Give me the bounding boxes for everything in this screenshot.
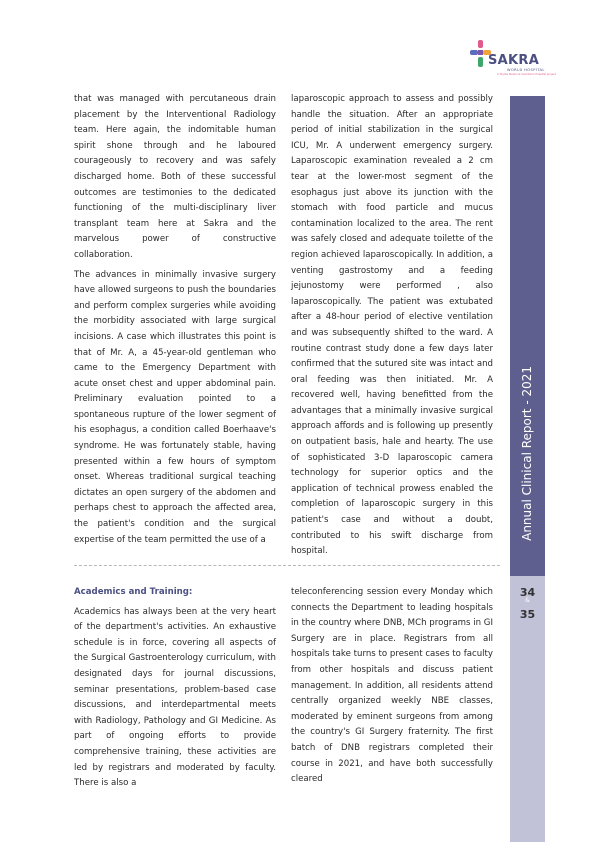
page-number-left: 34	[519, 586, 536, 599]
section-divider	[74, 565, 500, 566]
top-right-column	[291, 92, 493, 564]
section-heading: Academics and Training:	[74, 587, 193, 597]
page-number-right: 35	[519, 608, 536, 621]
paragraph: laparoscopic approach to assess and possibly handle the situation. After an appropriate period of initial stabilization in the surgical ICU, Mr. A underwent emergency surgery. Laparoscopic examination revealed a 2 cm tear at the lower-most segment of the esophagus just above its junction with the stomach with food particle and mucus contamination localized to the area. The rent was safely closed and adequate toilette of the region achieved laparoscopically. In addition, a venting gastrostomy and a feeding jejunostomy were performed , also laparoscopically. The patient was extubated after a 48-hour period of elective ventilation and was subsequently shifted to the ward. A routine contrast study done a few days later confirmed that the sutured site was intact and oral feeding was then initiated. Mr. A recovered well, having benefitted from the advantages that a minimally invasive surgical approach affords and is following up presently on outpatient basis, hale and hearty. The use of sophisticated 3-D laparoscopic camera technology for superior optics and the application of technical prowess enabled the completion of laparoscopic surgery in this patient's case and without a doubt, contributed to his swift discharge from hospital.	[291, 94, 493, 557]
brand-subtitle: WORLD HOSPITAL	[507, 68, 545, 72]
paragraph: Academics has always been at the very heart of the department's activities. An exhaustive schedule is in force, covering all aspects of the Surgical Gastroenterology curriculum, with designated days for journal discussions, seminar presentations, problem-based case discussions, and interdepartmental meets with Radiology, Pathology and GI Medicine. As part of ongoing efforts to provide comprehensive training, these activities are led by registrars and moderated by faculty. There is also a	[74, 606, 276, 789]
top-left-column	[74, 92, 276, 552]
brand-name: SAKRA	[488, 53, 540, 68]
sakra-logo	[470, 40, 570, 76]
bottom-right-column	[291, 585, 493, 792]
band-dark	[510, 96, 545, 576]
paragraph: The advances in minimally invasive surgery have allowed surgeons to push the boundaries and perform complex surgeries while avoiding the morbidity associated with large surgical incisions. A case which illustrates this point is that of Mr. A, a 45-year-old gentleman who came to the Emergency Department with acute onset chest and upper abdominal pain. Preliminary evaluation pointed to a spontaneous rupture of the lower segment of his esophagus, a condition called Boerhaave's syndrome. He was fortunately stable, having presented within a few hours of symptom onset. Whereas traditional surgical teaching dictates an open surgery of the abdomen and perhaps chest to approach the affected area, the patient's condition and the surgical expertise of the team permitted the use of a	[74, 269, 276, 545]
brand-tagline: A Toyota Tsusho & Sumitomo Hospital project	[497, 73, 556, 76]
side-band	[510, 96, 545, 842]
page-number-amp: &	[525, 597, 530, 604]
paragraph: teleconferencing session every Monday which connects the Department to leading hospitals in the country where DNB, MCh programs in GI Surgery are in place. Registrars from all hospitals take turns to present cases to faculty from other hospitals and discuss patient management. In addition, all residents attend centrally organized weekly NBE classes, moderated by eminent surgeons from among the country's GI Surgery fraternity. The first batch of DNB registrars completed their course in 2021, and have both successfully cleared	[291, 587, 493, 785]
paragraph: that was managed with percutaneous drain placement by the Interventional Radiology team. Here again, the indomitable human spirit shone through and he laboured courageously to recovery and was safely discharged home. Both of these successful outcomes are testimonies to the dedicated functioning of the multi-disciplinary liver transplant team here at Sakra and the marvelous power of constructive collaboration.	[74, 94, 276, 260]
report-title: Annual Clinical Report - 2021	[520, 366, 534, 541]
bottom-left-column	[74, 585, 276, 796]
